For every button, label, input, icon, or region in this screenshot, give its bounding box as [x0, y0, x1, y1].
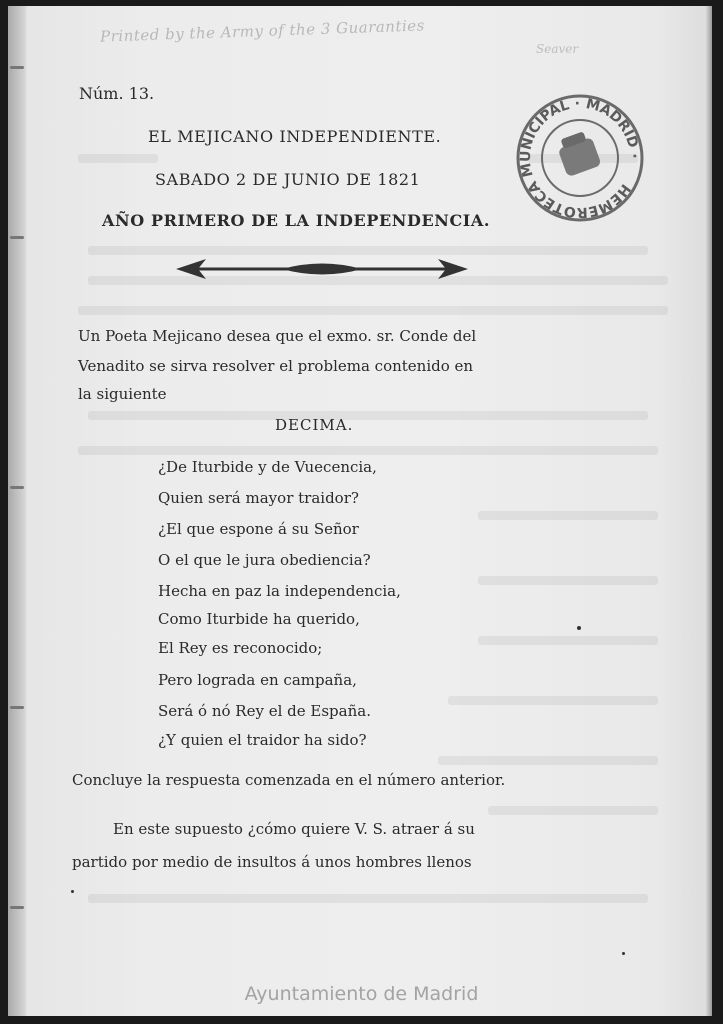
bleed-through [78, 446, 658, 455]
ink-speck [577, 626, 581, 630]
bleed-through [78, 306, 668, 315]
ink-speck [71, 890, 74, 893]
ink-speck [622, 952, 625, 955]
binding-edge [8, 6, 26, 1016]
page-right-edge [706, 6, 712, 1016]
library-stamp [512, 90, 648, 226]
bleed-through [88, 411, 648, 420]
coat-of-arms-icon [558, 131, 602, 177]
poem-verse: Pero lograda en campaña, [158, 671, 357, 689]
independence-year-line: AÑO PRIMERO DE LA INDEPENDENCIA. [102, 211, 491, 230]
handwritten-note-right: Seaver [536, 42, 579, 56]
footer-watermark: Ayuntamiento de Madrid [244, 983, 479, 1005]
bleed-through [88, 894, 648, 903]
poem-verse: ¿El que espone á su Señor [158, 520, 359, 538]
binding-stitch [10, 486, 24, 489]
poem-verse: ¿De Iturbide y de Vuecencia, [158, 458, 377, 476]
binding-stitch [10, 66, 24, 69]
binding-stitch [10, 706, 24, 709]
intro-line: Venadito se sirva resolver el problema contenido en [78, 357, 474, 375]
bleed-through [478, 576, 658, 585]
bleed-through [478, 636, 658, 645]
issue-number: Núm. 13. [79, 84, 155, 103]
poem-verse: Hecha en paz la independencia, [158, 582, 401, 600]
poem-heading: DECIMA. [275, 416, 354, 434]
bleed-through [78, 154, 158, 163]
intro-line: la siguiente [78, 385, 167, 403]
bleed-through [488, 806, 658, 815]
newspaper-title: EL MEJICANO INDEPENDIENTE. [148, 127, 442, 146]
poem-verse: El Rey es reconocido; [158, 639, 323, 657]
conclusion-heading: Concluye la respuesta comenzada en el número anterior. [72, 771, 506, 789]
poem-verse: ¿Y quien el traidor ha sido? [158, 731, 367, 749]
closing-line: partido por medio de insultos á unos hombres llenos [72, 853, 472, 871]
bleed-through [448, 696, 658, 705]
poem-verse: Será ó nó Rey el de España. [158, 702, 371, 720]
publication-date: SABADO 2 DE JUNIO DE 1821 [155, 170, 421, 189]
poem-verse: Como Iturbide ha querido, [158, 610, 360, 628]
binding-stitch [10, 236, 24, 239]
closing-line: En este supuesto ¿cómo quiere V. S. atraer á su [113, 820, 475, 838]
bleed-through [478, 511, 658, 520]
intro-line: Un Poeta Mejicano desea que el exmo. sr. Conde del [78, 327, 477, 345]
stamp-text: HEMEROTECA MUNICIPAL · MADRID · [517, 95, 643, 221]
handwritten-note: Printed by the Army of the 3 Guaranties [99, 16, 426, 46]
poem-verse: O el que le jura obediencia? [158, 551, 371, 569]
poem-verse: Quien será mayor traidor? [158, 489, 359, 507]
binding-stitch [10, 906, 24, 909]
bleed-through [438, 756, 658, 765]
arrow-ornament-icon [172, 254, 472, 284]
